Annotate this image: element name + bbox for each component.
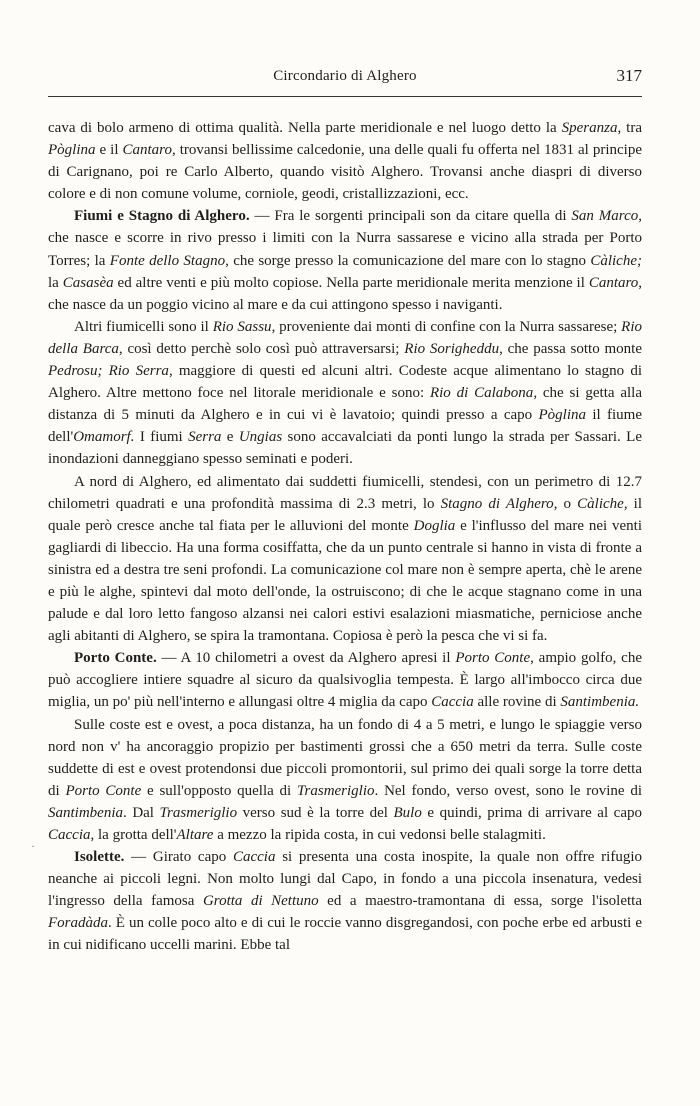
italic-text: Pòglina — [538, 407, 586, 424]
italic-text: Porto Conte — [455, 650, 531, 667]
margin-mark: · — [31, 839, 35, 853]
text-run: , o — [553, 495, 578, 512]
text-run: , che nasce da un poggio vicino al mare e da cui attingono spesso i naviganti. — [48, 274, 643, 313]
italic-text: Stagno di Alghero — [440, 495, 554, 512]
text-run: e quindi, prima di arrivare al capo — [421, 804, 642, 821]
italic-text: Trasmeriglio — [297, 782, 375, 799]
paragraph — [48, 846, 642, 956]
italic-text: Caccia — [232, 849, 276, 866]
text-run: , così detto perchè solo così può attraversarsi; — [118, 340, 405, 357]
text-run: — Fra le sorgenti principali son da citare quella di — [249, 208, 572, 225]
italic-text: Cantaro — [588, 274, 639, 291]
italic-text: Bulo — [393, 804, 422, 821]
italic-text: Rio Sassu — [212, 318, 272, 335]
text-run: cava di bolo armeno di ottima qualità. Nella parte meridionale e nel luogo detto la — [48, 120, 562, 136]
italic-text: Omamorf. — [73, 429, 135, 446]
italic-text: Pedrosu; Rio Serra — [48, 363, 169, 380]
text-run: ed altre venti e più molto copiose. Nella parte meridionale merita menzione il — [113, 274, 589, 291]
italic-text: San Marco — [571, 208, 639, 225]
body-text — [48, 117, 642, 957]
text-run: A nord di Alghero, ed alimentato dai suddetti fiumicelli, stendesi, con un perimetro di 12.7 chilometri quadrati e una profondità massima di 2.3 metri, lo — [48, 473, 642, 512]
italic-text: Doglia — [413, 517, 456, 534]
italic-text: Càliche — [577, 495, 624, 512]
section-heading: Fiumi e Stagno di Alghero. — [74, 208, 250, 225]
italic-text: Pòglina — [48, 142, 96, 159]
text-run: , maggiore di questi ed alcuni altri. Codeste acque alimentano lo stagno di Alghero. Altre mettono foce nel litorale meridionale e sono: — [48, 363, 642, 402]
italic-text: Santimbenia. — [560, 694, 640, 711]
text-run: . Dal — [123, 804, 160, 821]
italic-text: Càliche; — [590, 252, 642, 269]
italic-text: Trasmeriglio — [159, 804, 238, 821]
text-run: . Nel fondo, verso ovest, sono le rovine di — [374, 782, 642, 799]
text-run: e — [221, 429, 239, 446]
text-run: , il quale però cresce anche tal fiata per le alluvioni del monte — [48, 495, 643, 534]
text-run: , che si getta alla distanza di 5 minuti da Alghero e in cui vi è lavatoio; quindi presso a capo — [48, 385, 643, 424]
section-heading: Isolette. — [74, 849, 125, 866]
text-run: , che nasce e scorre in rivo presso i limiti con la Nurra sassarese e vicino alla strada per Porto Torres; la — [48, 208, 642, 269]
text-run: , la grotta dell' — [90, 827, 177, 843]
text-run: si presenta una costa inospite, la quale non offre rifugio neanche ai piccoli legni. Non molto lungi dal Capo, in fondo a una piccola insenatura, vedesi l'ingresso della famosa — [48, 849, 642, 910]
italic-text: Foradàda — [48, 915, 108, 932]
text-run: ed a maestro-tramontana di essa, sorge l'isoletta — [318, 893, 642, 910]
paragraph — [48, 316, 642, 471]
text-run: verso sud è la torre del — [237, 804, 394, 821]
header-rule — [48, 96, 642, 97]
text-run: Sulle coste est e ovest, a poca distanza, ha un fondo di 4 a 5 metri, e lungo le spiaggie verso nord non v' ha ancoraggio propizio per bastimenti grossi che a 650 metri da terra. Sulle coste suddette di est e ovest protendonsi due piccoli promontorii, sul primo dei quali sorge la torre detta di — [48, 716, 642, 799]
page-number: 317 — [616, 66, 642, 85]
italic-text: Ungias — [238, 429, 283, 446]
section-heading: Porto Conte. — [74, 650, 157, 667]
text-run: e l'influsso del mare nei venti gagliardi di libeccio. Ha una forma cosiffatta, che da un punto centrale si hanno in vista di fronte a sinistra ed a destra tre seni profondi. La comunicazione col mare non è sempre aperta, chè le arene e più le alghe, spintevi dal moto dell'onde, la ostruiscono; di che le acque stagnano come in una palude e dal loro letto fangoso alzansi nei calori estivi esalazioni miasmatiche, perniciose anche agli abitanti di Alghero, se spira la tramontana. Copiosa è però la pesca che vi si fa. — [48, 517, 642, 645]
text-run: , proveniente dai monti di confine con la Nurra sassarese; — [271, 318, 622, 335]
text-run: alle rovine di — [473, 694, 561, 711]
paragraph — [48, 714, 642, 847]
text-run: il fiume dell' — [48, 407, 643, 446]
paragraph — [48, 205, 642, 315]
running-head — [48, 66, 642, 90]
text-run: — A 10 chilometri a ovest da Alghero apresi il — [156, 650, 456, 667]
italic-text: Rio della Barca — [48, 318, 642, 357]
text-run: , tra — [617, 120, 643, 136]
text-run: la — [48, 274, 63, 291]
italic-text: Altare — [176, 827, 214, 843]
text-run: I fiumi — [134, 429, 189, 446]
italic-text: Serra — [188, 429, 222, 446]
italic-text: Speranza — [561, 120, 618, 136]
running-head-title: Circondario di Alghero — [273, 68, 417, 84]
text-run: , che passa sotto monte — [499, 340, 642, 357]
italic-text: Casasèa — [62, 274, 114, 291]
italic-text: Santimbenia — [48, 804, 123, 821]
italic-text: Caccia — [48, 827, 91, 843]
text-run: e sull'opposto quella di — [141, 782, 297, 799]
paragraph — [48, 117, 642, 205]
text-run: Altri fiumicelli sono il — [74, 318, 213, 335]
italic-text: Fonte dello Stagno — [109, 252, 226, 269]
text-run: e il — [95, 142, 123, 159]
italic-text: Cantaro — [122, 142, 172, 159]
text-run: — Girato capo — [124, 849, 233, 866]
italic-text: Grotta di Nettuno — [202, 893, 319, 910]
italic-text: Rio Sorigheddu — [404, 340, 500, 357]
text-run: sono accavalciati da ponti lungo la strada per Sassari. Le inondazioni danneggiano spesso seminati e poderi. — [48, 429, 642, 468]
text-run: , ampio golfo, che può accogliere intiere squadre al sicuro da qualsivoglia tempesta. È largo all'imbocco circa due miglia, un po' più nell'interno e allungasi oltre 4 miglia da capo — [48, 650, 643, 711]
text-run: . È un colle poco alto e di cui le roccie vanno disgregandosi, con poche erbe ed arbusti e in cui nidificano uccelli marini. Ebbe tal — [48, 915, 642, 954]
italic-text: Rio di Calabona — [429, 385, 534, 402]
italic-text: Caccia — [431, 694, 474, 711]
text-run: a mezzo la ripida costa, in cui vedonsi belle stalagmiti. — [213, 827, 546, 843]
paragraph — [48, 647, 642, 713]
text-run: , trovansi bellissime calcedonie, una delle quali fu offerta nel 1831 al principe di Carignano, poi re Carlo Alberto, quando visitò Alghero. Trovansi anche diaspri di diverso colore e di non comune volume, corniole, geodi, cristallizzazioni, ecc. — [48, 142, 642, 203]
italic-text: Porto Conte — [65, 782, 142, 799]
text-run: , che sorge presso la comunicazione del mare con lo stagno — [225, 252, 591, 269]
paragraph — [48, 471, 642, 648]
